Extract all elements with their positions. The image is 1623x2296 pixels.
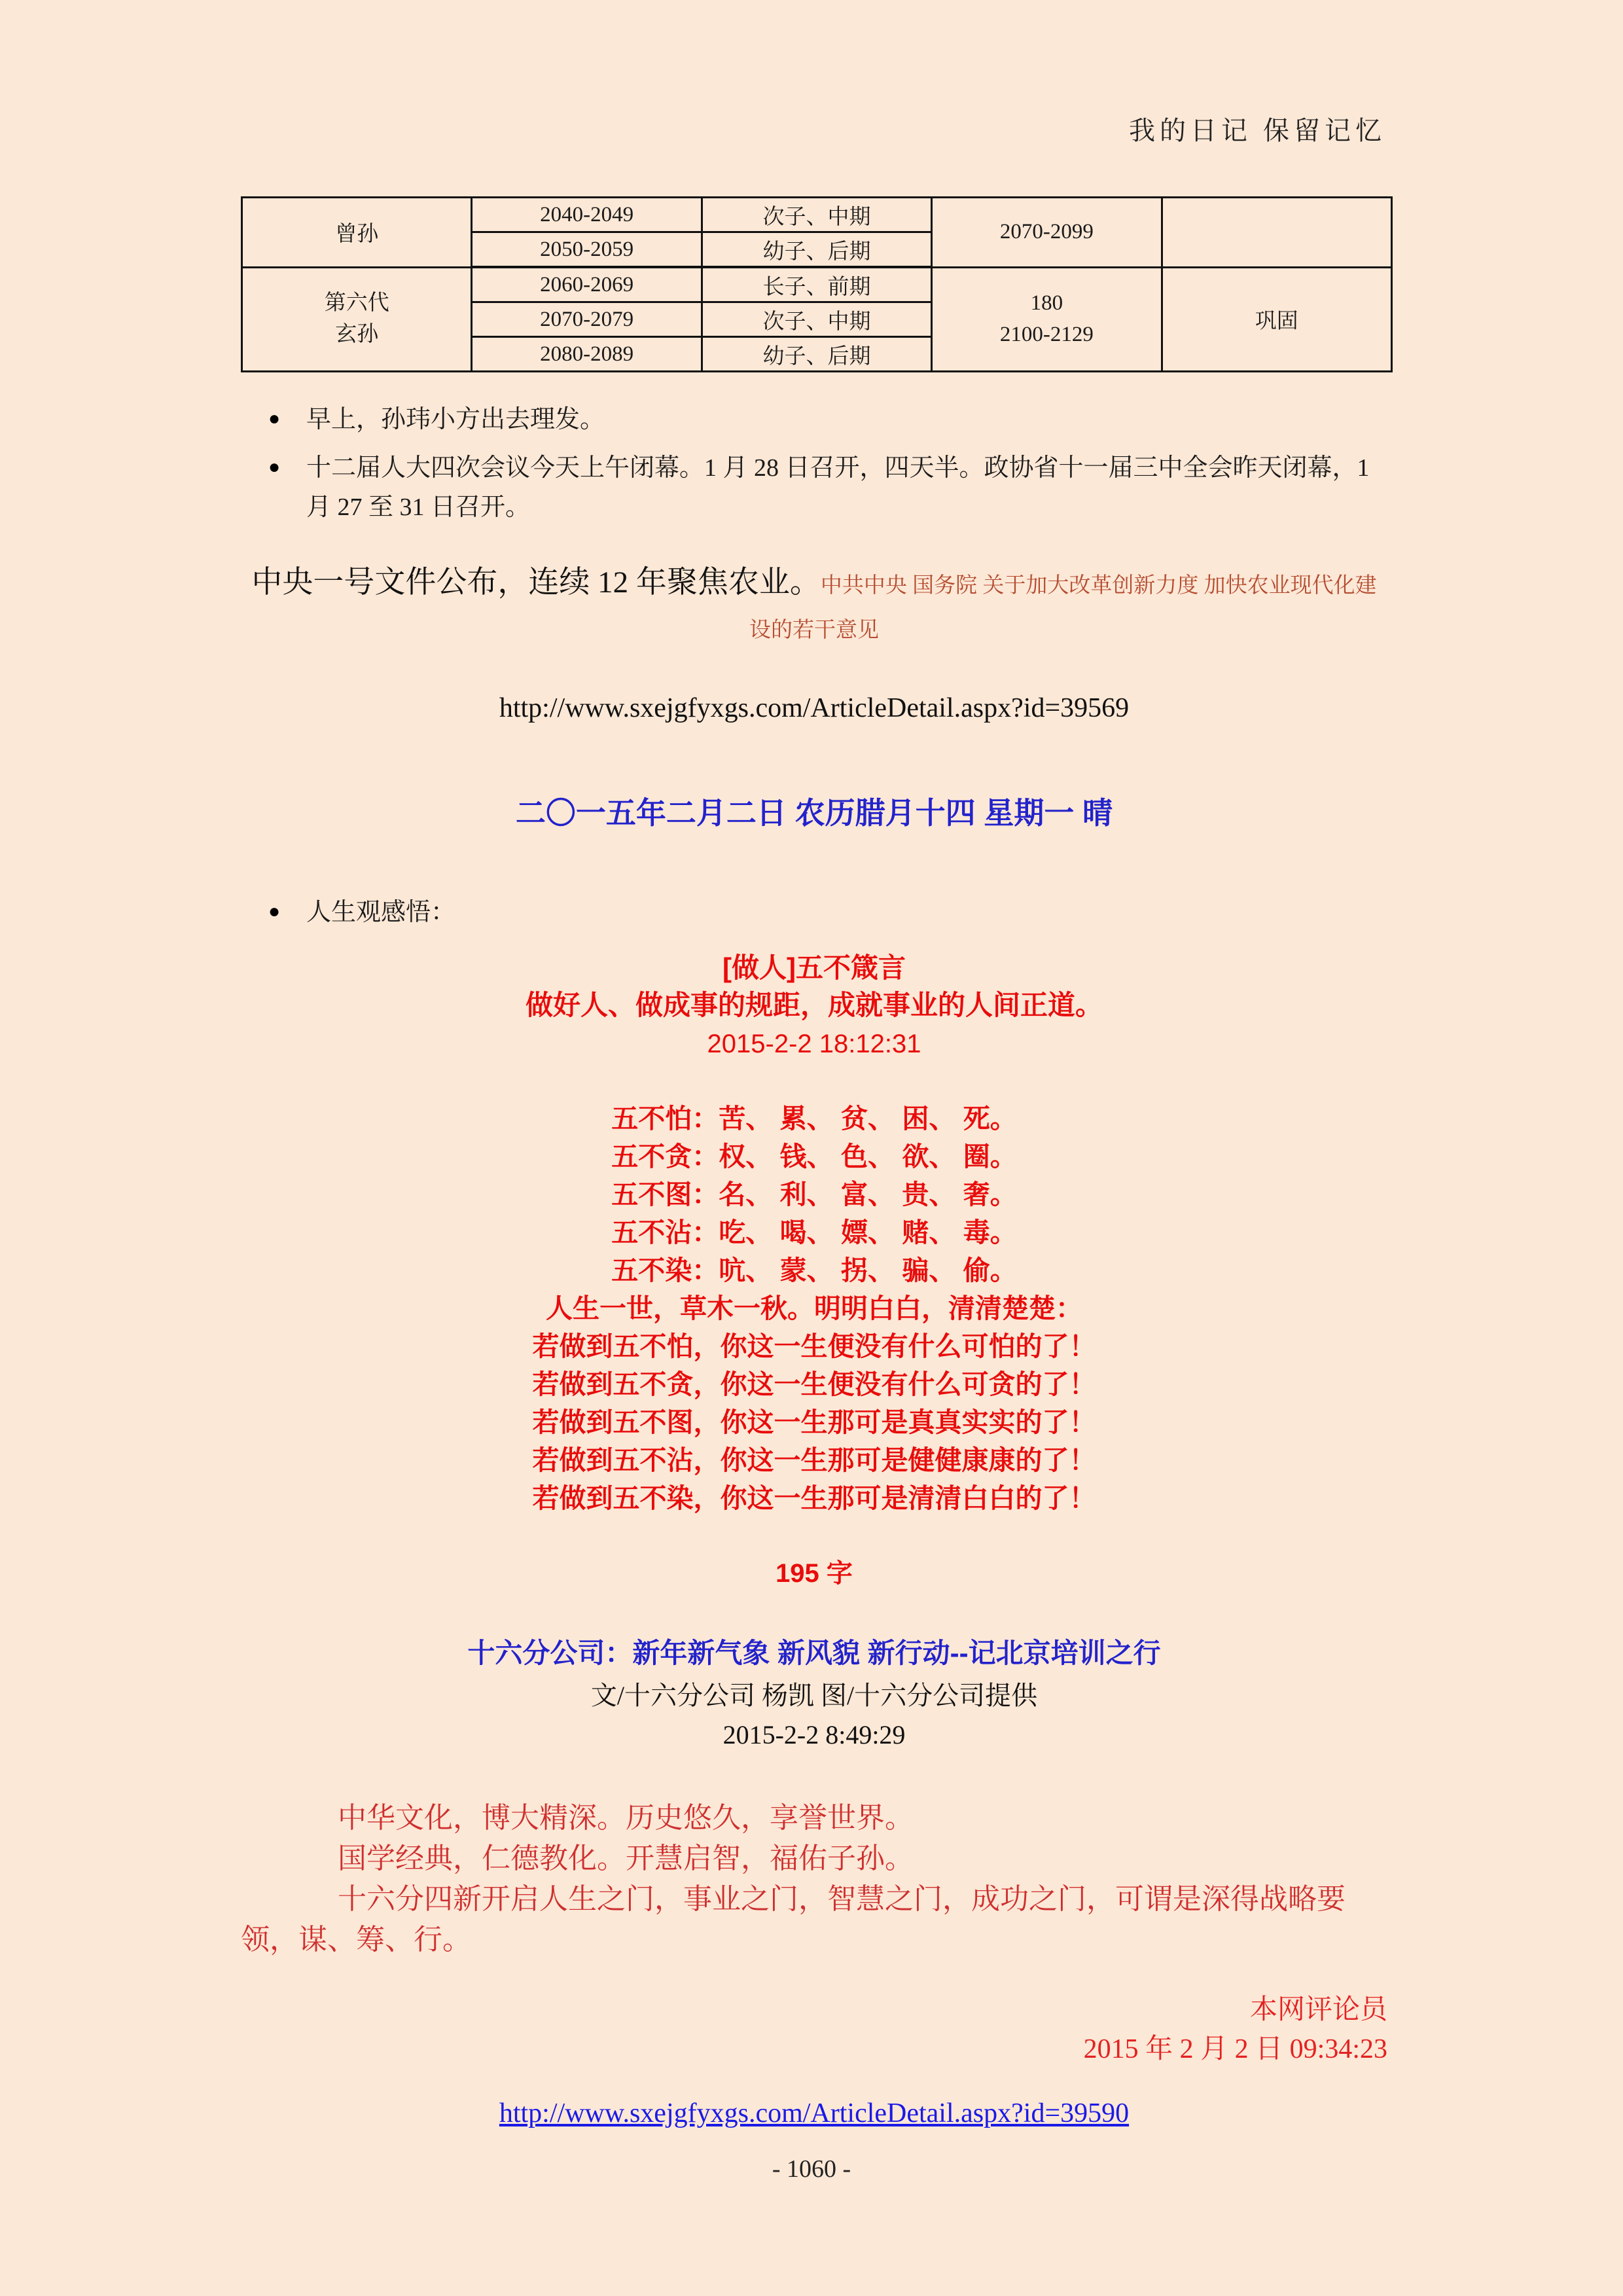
table-cell-phase: 次子、中期: [702, 198, 931, 232]
generation-line1: 第六代: [324, 291, 389, 315]
bullet-icon: ●: [268, 901, 281, 922]
table-cell-decade: 2040-2049: [472, 198, 702, 232]
table-cell-note: 巩固: [1162, 267, 1391, 372]
table-cell-phase: 幼子、后期: [702, 337, 931, 372]
maxim-line: 人生一世，草木一秋。明明白白，清清楚楚：: [546, 1293, 1082, 1323]
table-cell-decade: 2060-2069: [472, 267, 702, 302]
maxim-line: 五不沾：吃、 喝、 嫖、 赌、 毒。: [611, 1217, 1017, 1247]
note-text: 早上，孙玮小方出去理发。: [306, 406, 605, 433]
table-cell-generation: [242, 267, 472, 372]
headline-main: 中央一号文件公布，连续 12 年聚焦农业。: [251, 565, 821, 600]
note-text: 人生观感悟：: [306, 899, 456, 926]
table-cell-phase: 幼子、后期: [702, 232, 931, 268]
article1-url: http://www.sxejgfyxgs.com/ArticleDetail.aspx?id=39569: [499, 693, 1130, 723]
bullet-icon: ●: [268, 456, 281, 478]
range-line1: 180: [1030, 291, 1063, 315]
maxim-line: 若做到五不图，你这一生那可是真真实实的了！: [532, 1407, 1096, 1437]
article2-url-link[interactable]: http://www.sxejgfyxgs.com/ArticleDetail.aspx?id=39590: [499, 2098, 1130, 2128]
table-cell-phase: 次子、中期: [702, 302, 931, 337]
diary-date-heading: 二〇一五年二月二日 农历腊月十四 星期一 晴: [515, 796, 1113, 830]
note-list: [241, 400, 1387, 527]
maxim-line: 五不图：名、 利、 富、 贵、 奢。: [611, 1179, 1017, 1210]
table-cell-decade: 2080-2089: [472, 337, 702, 372]
table-row: [242, 198, 1392, 232]
article2-byline: 文/十六分公司 杨凯 图/十六分公司提供: [590, 1681, 1038, 1710]
maxim-line: 五不怕：苦、 累、 贫、 困、 死。: [611, 1103, 1017, 1134]
word-count: 195 字: [776, 1559, 853, 1588]
list-item: [241, 448, 1387, 527]
paragraph: 国学经典，仁德教化。开慧启智，福佑子孙。: [338, 1842, 914, 1874]
maxim-line: 五不染：吭、 蒙、 拐、 骗、 偷。: [611, 1255, 1017, 1285]
article2-paragraphs: [241, 1798, 1387, 1960]
article1-headline: [241, 562, 1387, 655]
page-number: - 1060 -: [772, 2155, 851, 2183]
article2-title: 十六分公司：新年新气象 新风貌 新行动--记北京培训之行: [467, 1638, 1161, 1668]
maxim-line: 若做到五不贪，你这一生便没有什么可贪的了！: [532, 1369, 1096, 1399]
list-item: [241, 893, 1387, 932]
article2-timestamp: 2015-2-2 8:49:29: [722, 1720, 906, 1749]
running-header: 我的日记 保留记忆: [1129, 116, 1386, 145]
table-cell-decade: 2070-2079: [472, 302, 702, 337]
article2-url-row: [241, 2098, 1387, 2129]
maxim-block: [241, 949, 1387, 1517]
maxim-line: 若做到五不沾，你这一生那可是健健康康的了！: [532, 1445, 1096, 1475]
maxim-lines: [241, 1100, 1387, 1517]
maxim-subtitle: 做好人、做成事的规距，成就事业的人间正道。: [525, 991, 1103, 1021]
paragraph: 十六分四新开启人生之门，事业之门，智慧之门，成功之门，可谓是深得战略要领，谋、筹、行。: [241, 1883, 1346, 1956]
table-row: [242, 267, 1392, 302]
paragraph: 中华文化，博大精深。历史悠久，享誉世界。: [338, 1802, 914, 1834]
table-cell-note: [1162, 198, 1391, 268]
generation-line2: 玄孙: [335, 322, 379, 346]
range-line2: 2100-2129: [999, 322, 1094, 346]
table-cell-range: 2070-2099: [932, 198, 1162, 268]
maxim-title: [做人]五不箴言: [722, 952, 906, 983]
table-cell-phase: 长子、前期: [702, 267, 931, 302]
note-text: 十二届人大四次会议今天上午闭幕。1 月 28 日召开，四天半。政协省十一届三中全会昨天闭幕，1 月 27 至 31 日召开。: [306, 454, 1370, 521]
maxim-line: 五不贪：权、 钱、 色、 欲、 圈。: [611, 1141, 1017, 1172]
maxim-line: 若做到五不怕，你这一生便没有什么可怕的了！: [532, 1331, 1096, 1361]
table-cell-range: [932, 267, 1162, 372]
table-cell-decade: 2050-2059: [472, 232, 702, 268]
list-item: [241, 400, 1387, 439]
headline-subtitle: 中共中央 国务院 关于加大改革创新力度 加快农业现代化建设的若干意见: [749, 574, 1377, 642]
table-cell-generation: 曾孙: [242, 198, 472, 268]
note-list: [241, 893, 1387, 932]
genealogy-table: [241, 196, 1393, 372]
signature-block: [241, 1990, 1387, 2069]
signature-date: 2015 年 2 月 2 日 09:34:23: [1083, 2034, 1387, 2064]
maxim-timestamp: 2015-2-2 18:12:31: [707, 1030, 921, 1058]
maxim-line: 若做到五不染，你这一生那可是清清白白的了！: [532, 1483, 1096, 1513]
bullet-icon: ●: [268, 408, 281, 429]
signature-name: 本网评论员: [1249, 1995, 1387, 2025]
